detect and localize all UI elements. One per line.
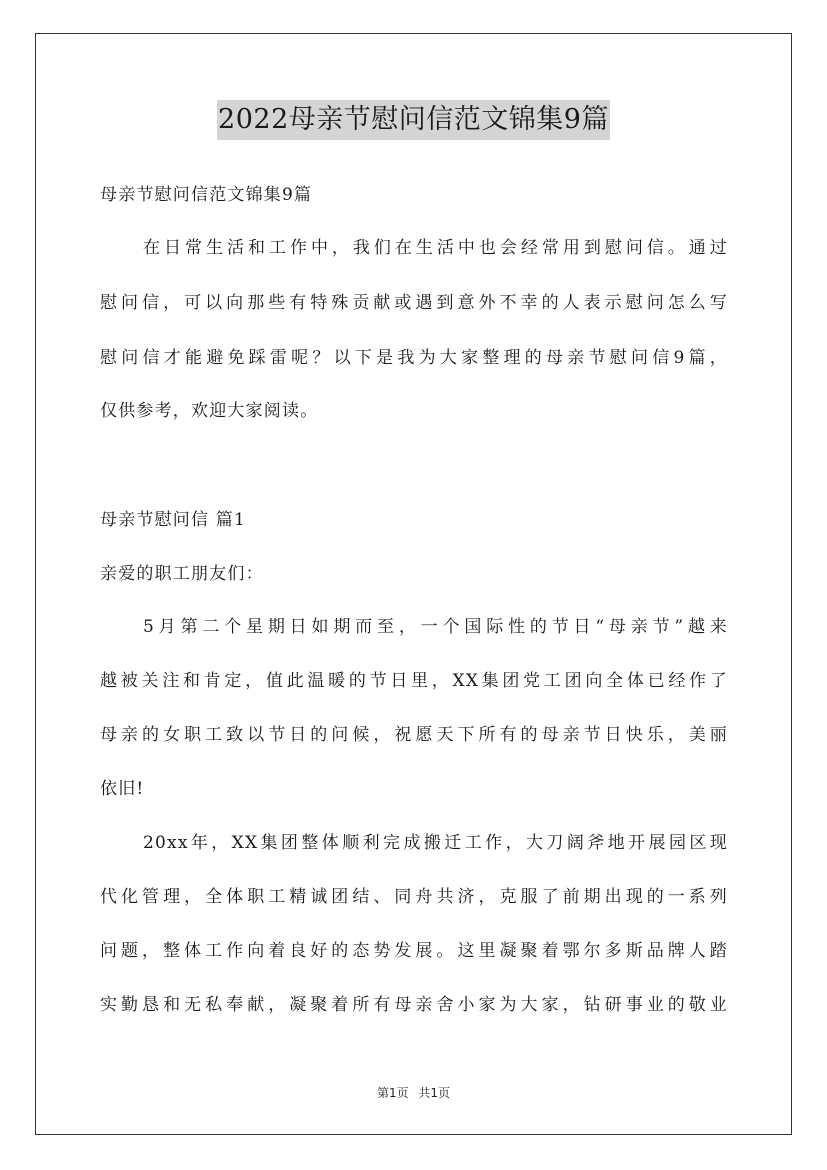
- para2-line-4: 实勤恳和无私奉献，凝聚着所有母亲舍小家为大家，钻研事业的敬业: [100, 995, 728, 1015]
- para2-line-1: 20xx年，XX集团整体顺利完成搬迁工作，大刀阔斧地开展园区现: [143, 833, 728, 853]
- document-title: 2022母亲节慰问信范文锦集9篇: [217, 100, 610, 140]
- para2-line-3: 问题，整体工作向着良好的态势发展。这里凝聚着鄂尔多斯品牌人踏: [100, 941, 728, 961]
- para2-line-2: 代化管理，全体职工精诚团结、同舟共济，克服了前期出现的一系列: [100, 887, 728, 907]
- intro-line-2: 慰问信，可以向那些有特殊贡献或遇到意外不幸的人表示慰问怎么写: [100, 293, 728, 313]
- page-footer: [0, 1084, 827, 1101]
- para1-line-4: 依旧!: [100, 779, 145, 799]
- salutation: 亲爱的职工朋友们：: [100, 564, 264, 584]
- intro-line-3: 慰问信才能避免踩雷呢？以下是我为大家整理的母亲节慰问信9篇，: [100, 348, 728, 368]
- page-total: 共1页: [418, 1086, 451, 1100]
- para1-line-3: 母亲的女职工致以节日的问候，祝愿天下所有的母亲节日快乐，美丽: [100, 725, 728, 745]
- page-number: 第1页: [376, 1086, 409, 1100]
- title-container: [0, 100, 827, 140]
- para1-line-2: 越被关注和肯定，值此温暖的节日里，XX集团党工团向全体已经作了: [100, 671, 728, 691]
- intro-line-1: 在日常生活和工作中，我们在生活中也会经常用到慰问信。通过: [143, 238, 728, 258]
- para1-line-1: 5月第二个星期日如期而至，一个国际性的节日“母亲节”越来: [143, 617, 728, 637]
- document-subtitle: 母亲节慰问信范文锦集9篇: [100, 185, 313, 205]
- section-heading: 母亲节慰问信 篇1: [100, 510, 247, 530]
- intro-line-4: 仅供参考，欢迎大家阅读。: [100, 401, 319, 421]
